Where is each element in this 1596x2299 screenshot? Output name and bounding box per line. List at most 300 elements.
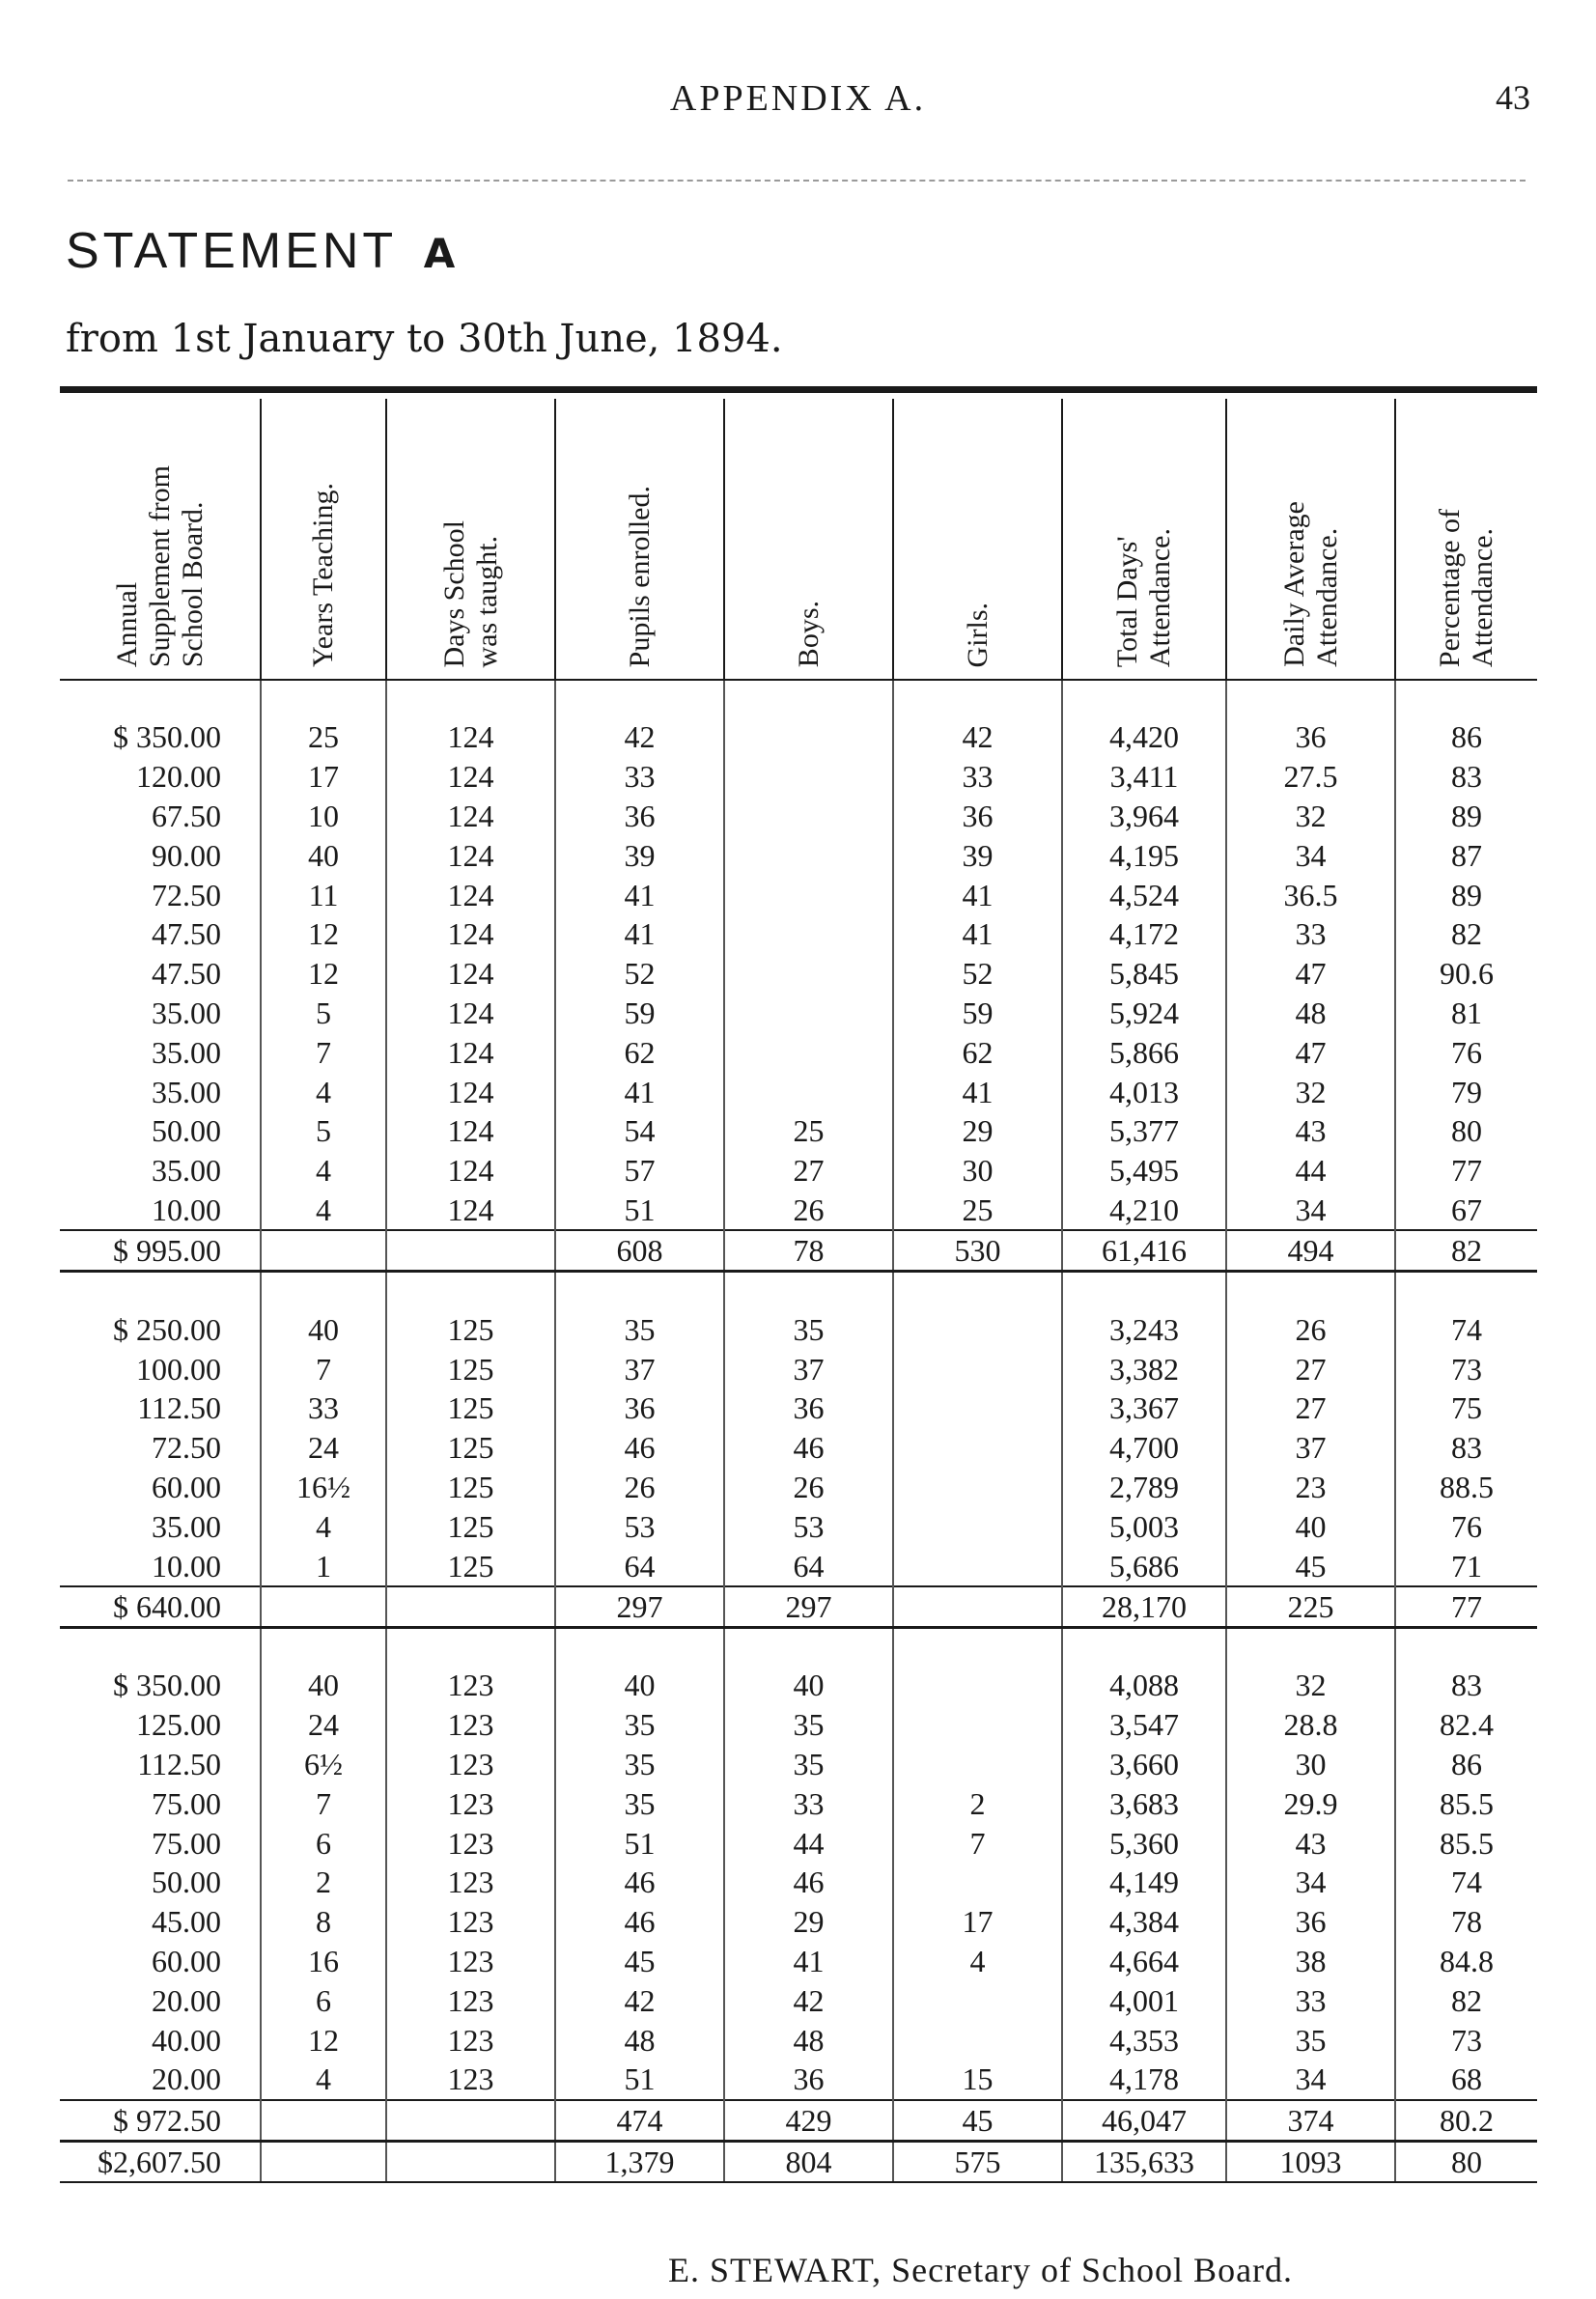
table-cell: 4 [261,2060,386,2100]
table-cell: 47 [1226,954,1395,994]
table-row [60,1032,1537,1072]
table-cell: 124 [386,1072,555,1111]
table-cell: 24 [261,1705,386,1745]
table-cell: 42 [724,1980,893,2020]
table-row [60,757,1537,797]
table-cell: 25 [724,1111,893,1151]
table-cell: 494 [1226,1230,1395,1272]
table-cell: 34 [1226,835,1395,875]
table-cell: 123 [386,1823,555,1863]
table-cell: 20.00 [152,1982,221,2018]
table-cell: 45 [1226,1546,1395,1586]
table-cell [724,954,893,994]
table-cell: 34 [1226,1191,1395,1231]
table-cell: 297 [724,1586,893,1628]
table-cell: 41 [724,1942,893,1981]
statement-period: from 1st January to 30th June, 1894. [66,317,783,361]
table-cell: 124 [386,914,555,954]
table-cell [893,1745,1062,1784]
table-cell: 35 [555,1309,724,1349]
table-cell: 27 [1226,1388,1395,1428]
table-cell: 52 [893,954,1062,994]
table-cell: 35 [724,1705,893,1745]
table-cell: 124 [386,1191,555,1231]
table-cell: 46 [724,1863,893,1902]
table-cell: 6 [261,1823,386,1863]
table-cell [893,1546,1062,1586]
table-cell: 40 [1226,1506,1395,1546]
table-cell: 4,353 [1062,2020,1226,2060]
table-cell: 4,088 [1062,1666,1226,1705]
table-cell: 42 [555,1980,724,2020]
table-cell: 124 [386,717,555,757]
table-cell: 17 [893,1902,1062,1942]
table-cell: 35 [555,1745,724,1784]
table-cell: 83 [1395,1666,1537,1705]
table-cell: 125 [386,1506,555,1546]
table-cell: 28,170 [1062,1586,1226,1628]
table-cell: 5,003 [1062,1506,1226,1546]
table-row [60,1428,1537,1468]
table-cell: 54 [555,1111,724,1151]
table-cell: 3,382 [1062,1349,1226,1388]
table-cell [893,1428,1062,1468]
table-cell: 36 [1226,1902,1395,1942]
table-cell: 73 [1395,1349,1537,1388]
table-cell: 123 [386,2060,555,2100]
column-header [1395,399,1537,680]
table-cell: 123 [386,1745,555,1784]
table-cell: 15 [893,2060,1062,2100]
table-cell: 4,001 [1062,1980,1226,2020]
table-cell: 125 [386,1468,555,1507]
table-cell: 74 [1395,1309,1537,1349]
table-cell: 125 [386,1349,555,1388]
column-header [60,399,261,680]
table-cell: 36 [555,797,724,836]
table-cell: 33 [555,757,724,797]
table-cell: 124 [386,757,555,797]
table-cell [893,1468,1062,1507]
table-cell: 27 [724,1151,893,1191]
table-cell: 53 [724,1506,893,1546]
table-cell: 47.50 [152,956,221,992]
table-cell: 3,683 [1062,1783,1226,1823]
table-cell: 86 [1395,717,1537,757]
table-cell: 575 [893,2141,1062,2182]
table-cell: 124 [386,835,555,875]
column-header-label: Percentage of Attendance. [1434,508,1498,667]
table-cell: 90.6 [1395,954,1537,994]
table-cell: 75 [1395,1388,1537,1428]
table-cell: 88.5 [1395,1468,1537,1507]
table-cell: 41 [555,875,724,914]
table-cell: 12 [261,2020,386,2060]
table-cell: 4 [261,1151,386,1191]
table-cell: 474 [555,2100,724,2142]
table-cell: 35 [724,1745,893,1784]
table-cell: 46 [555,1863,724,1902]
table-cell: 50.00 [152,1864,221,1900]
column-header-label: Years Teaching. [307,483,339,667]
statement-letter: A [423,230,460,277]
table-cell: 39 [893,835,1062,875]
table-cell: 124 [386,994,555,1033]
page-header [0,77,1596,126]
table-cell: 33 [1226,1980,1395,2020]
table-cell: 51 [555,1191,724,1231]
table-cell: 81 [1395,994,1537,1033]
table-cell [724,994,893,1033]
table-cell: 225 [1226,1586,1395,1628]
table-row [60,994,1537,1033]
column-headers [60,399,1537,680]
table-cell: 29.9 [1226,1783,1395,1823]
table-body [60,680,1537,2182]
table-cell: 7 [261,1349,386,1388]
table-cell: 123 [386,1942,555,1981]
table-cell: 3,411 [1062,757,1226,797]
table-cell: 35 [555,1783,724,1823]
table-cell: 4,013 [1062,1072,1226,1111]
table-cell: 75.00 [152,1825,221,1861]
table-cell: 44 [724,1823,893,1863]
table-cell: 33 [1226,914,1395,954]
table-cell: 10.00 [152,1192,221,1227]
table-row [60,1705,1537,1745]
table-cell [893,1388,1062,1428]
table-cell: 60.00 [152,1943,221,1978]
table-cell: 82 [1395,1230,1537,1272]
table-row [60,1191,1537,1231]
table-cell: 40.00 [152,2022,221,2058]
table-cell: 75.00 [152,1785,221,1821]
column-header-label: Boys. [792,600,825,667]
table-row [60,1942,1537,1981]
table-cell: 5,377 [1062,1111,1226,1151]
table-cell: 41 [555,1072,724,1111]
table-cell: $ 350.00 [113,719,221,755]
table-cell: 73 [1395,2020,1537,2060]
table-cell: 26 [555,1468,724,1507]
table-cell: 60.00 [152,1469,221,1504]
table-cell: 5 [261,1111,386,1151]
table-cell: 85.5 [1395,1783,1537,1823]
table-cell: 47 [1226,1032,1395,1072]
table-cell: 41 [893,1072,1062,1111]
table-row [60,1111,1537,1151]
table-cell: 112.50 [137,1390,221,1426]
table-cell [386,2100,555,2142]
table-cell: 120.00 [136,759,221,795]
table-cell [261,1586,386,1628]
column-header [555,399,724,680]
table-row [60,717,1537,757]
table-cell: 35 [1226,2020,1395,2060]
table-cell: 124 [386,797,555,836]
table-row [60,2020,1537,2060]
table-cell: 12 [261,954,386,994]
table-cell: 36.5 [1226,875,1395,914]
table-cell: 608 [555,1230,724,1272]
table-cell [724,797,893,836]
table-cell: 41 [555,914,724,954]
table-row [60,1863,1537,1902]
table-cell: 32 [1226,1666,1395,1705]
table-cell: 28.8 [1226,1705,1395,1745]
group-spacer [60,680,1537,717]
table-cell: 45 [555,1942,724,1981]
table-cell [893,1705,1062,1745]
table-row [60,797,1537,836]
table-cell: 59 [893,994,1062,1033]
table-cell: 77 [1395,1586,1537,1628]
table-cell: $ 995.00 [60,1230,261,1272]
table-cell: 26 [1226,1309,1395,1349]
table-cell: 36 [555,1388,724,1428]
column-header [1226,399,1395,680]
table-cell: 11 [261,875,386,914]
table-cell: $ 350.00 [113,1668,221,1703]
table-cell: 76 [1395,1506,1537,1546]
table-cell: 32 [1226,1072,1395,1111]
table-cell: 43 [1226,1823,1395,1863]
column-header-label: Daily Average Attendance. [1277,501,1343,667]
table-cell: 135,633 [1062,2141,1226,2182]
table-cell [724,875,893,914]
table-cell: 5 [261,994,386,1033]
table-cell: 4 [261,1191,386,1231]
table-row [60,954,1537,994]
table-row [60,1309,1537,1349]
group-spacer [60,1627,1537,1666]
table-cell: 5,686 [1062,1546,1226,1586]
table-cell: 72.50 [152,877,221,912]
table-cell: 30 [893,1151,1062,1191]
table-cell: 27 [1226,1349,1395,1388]
attendance-table [60,386,1537,2183]
table-cell: 1093 [1226,2141,1395,2182]
table-cell [724,914,893,954]
table-cell: 45.00 [152,1904,221,1940]
table-cell: 530 [893,1230,1062,1272]
table-cell: 52 [555,954,724,994]
table-cell: 4,172 [1062,914,1226,954]
page-number: 43 [1496,78,1530,117]
table-cell: 40 [724,1666,893,1705]
table-cell: 29 [893,1111,1062,1151]
table-cell: 53 [555,1506,724,1546]
table-row [60,835,1537,875]
table-cell [893,1349,1062,1388]
table-cell [261,1230,386,1272]
table-cell: $ 640.00 [60,1586,261,1628]
table-cell: 43 [1226,1111,1395,1151]
table-cell: 5,495 [1062,1151,1226,1191]
table-cell: 17 [261,757,386,797]
table-cell: 297 [555,1586,724,1628]
table-cell: 82 [1395,914,1537,954]
table-cell: 125 [386,1546,555,1586]
table-cell: 80.2 [1395,2100,1537,2142]
table-cell: 37 [724,1349,893,1388]
table-cell: 123 [386,2020,555,2060]
table-cell: 40 [261,1666,386,1705]
table-cell: 7 [261,1783,386,1823]
table-row [60,1546,1537,1586]
table-cell: 51 [555,2060,724,2100]
table-cell: 46 [555,1428,724,1468]
table-cell: 37 [555,1349,724,1388]
table-cell: 40 [261,835,386,875]
table-cell: 125 [386,1309,555,1349]
table-cell: 3,660 [1062,1745,1226,1784]
table-cell: 24 [261,1428,386,1468]
table-cell: 35.00 [152,1153,221,1189]
column-header-label: Girls. [961,602,994,667]
table-cell [893,1666,1062,1705]
table-cell: 50.00 [152,1113,221,1149]
table-cell: 804 [724,2141,893,2182]
table-cell: 44 [1226,1151,1395,1191]
table-cell: 5,924 [1062,994,1226,1033]
table-cell: 26 [724,1191,893,1231]
table-row [60,1388,1537,1428]
table-cell: 125 [386,1388,555,1428]
signature: E. STEWART, Secretary of School Board. [668,2251,1294,2289]
table-cell: 72.50 [152,1430,221,1466]
table-cell [386,2141,555,2182]
table-cell: 4,664 [1062,1942,1226,1981]
table-cell: 4,700 [1062,1428,1226,1468]
table-cell: 64 [555,1546,724,1586]
table-cell: 64 [724,1546,893,1586]
table-cell: 5,866 [1062,1032,1226,1072]
table-cell: 123 [386,1863,555,1902]
table-cell: 41 [893,914,1062,954]
table-cell: 4 [261,1072,386,1111]
table-cell: 35.00 [152,995,221,1030]
table-cell: 39 [555,835,724,875]
table-cell: 77 [1395,1151,1537,1191]
table-cell: 123 [386,1902,555,1942]
table-cell: 62 [555,1032,724,1072]
table-cell: 80 [1395,2141,1537,2182]
table-cell: 33 [261,1388,386,1428]
table-row [60,1902,1537,1942]
table-cell: 85.5 [1395,1823,1537,1863]
table-cell: 6½ [261,1745,386,1784]
table-cell: 83 [1395,757,1537,797]
table-cell: 90.00 [152,837,221,873]
table-cell: 35 [555,1705,724,1745]
table-cell: 125.00 [136,1707,221,1743]
table-row [60,1745,1537,1784]
table-row [60,1349,1537,1388]
table-cell: 4,420 [1062,717,1226,757]
table-cell: 61,416 [1062,1230,1226,1272]
table-cell: 7 [261,1032,386,1072]
table-cell: 80 [1395,1111,1537,1151]
table-cell: 74 [1395,1863,1537,1902]
table-cell: 23 [1226,1468,1395,1507]
table-cell: 48 [555,2020,724,2060]
table-cell: 45 [893,2100,1062,2142]
table-cell: 4,524 [1062,875,1226,914]
appendix-title: APPENDIX A. [669,78,927,119]
table-cell [893,1586,1062,1628]
table-row [60,1666,1537,1705]
table-row [60,1783,1537,1823]
table-cell: 10 [261,797,386,836]
table-cell: 42 [555,717,724,757]
table-cell: 4,195 [1062,835,1226,875]
grand-total-row [60,2141,1537,2182]
table-cell: 42 [893,717,1062,757]
table-cell: 35.00 [152,1034,221,1070]
subtotal-row [60,1230,1537,1272]
table-row [60,914,1537,954]
table-cell [261,2141,386,2182]
column-header [261,399,386,680]
table-cell: 68 [1395,2060,1537,2100]
table-cell: 36 [893,797,1062,836]
table-cell: 4 [893,1942,1062,1981]
column-header-label: Days School was taught. [437,519,503,667]
table-cell: 100.00 [136,1351,221,1387]
table-cell: 123 [386,1783,555,1823]
header-divider [68,180,1526,182]
table-row [60,875,1537,914]
table-cell: 30 [1226,1745,1395,1784]
table-cell: 34 [1226,2060,1395,2100]
table-cell: 62 [893,1032,1062,1072]
table-cell: 46,047 [1062,2100,1226,2142]
table-cell: 89 [1395,875,1537,914]
table-cell: 3,243 [1062,1309,1226,1349]
table-row [60,1506,1537,1546]
table-cell: 46 [555,1902,724,1942]
table-cell: 78 [724,1230,893,1272]
table-cell: 33 [893,757,1062,797]
table-cell: 82 [1395,1980,1537,2020]
table-cell: 26 [724,1468,893,1507]
table-row [60,2060,1537,2100]
table-cell: 112.50 [137,1746,221,1781]
column-header [724,399,893,680]
table-cell: 71 [1395,1546,1537,1586]
table-row [60,1151,1537,1191]
table-cell: 2 [893,1783,1062,1823]
table-cell: 32 [1226,797,1395,836]
table-cell: 48 [1226,994,1395,1033]
table-cell: 3,964 [1062,797,1226,836]
table-cell: 8 [261,1902,386,1942]
table-cell: 35.00 [152,1074,221,1109]
table-cell: 34 [1226,1863,1395,1902]
table-cell: 29 [724,1902,893,1942]
table-cell: 35 [724,1309,893,1349]
group-spacer [60,1272,1537,1310]
table-cell: 16½ [261,1468,386,1507]
column-header-label: Pupils enrolled. [623,485,656,667]
table-cell: 124 [386,1151,555,1191]
table-cell: 124 [386,1111,555,1151]
table-cell: 374 [1226,2100,1395,2142]
table-cell: 36 [724,2060,893,2100]
table-cell: 78 [1395,1902,1537,1942]
table-row [60,1823,1537,1863]
